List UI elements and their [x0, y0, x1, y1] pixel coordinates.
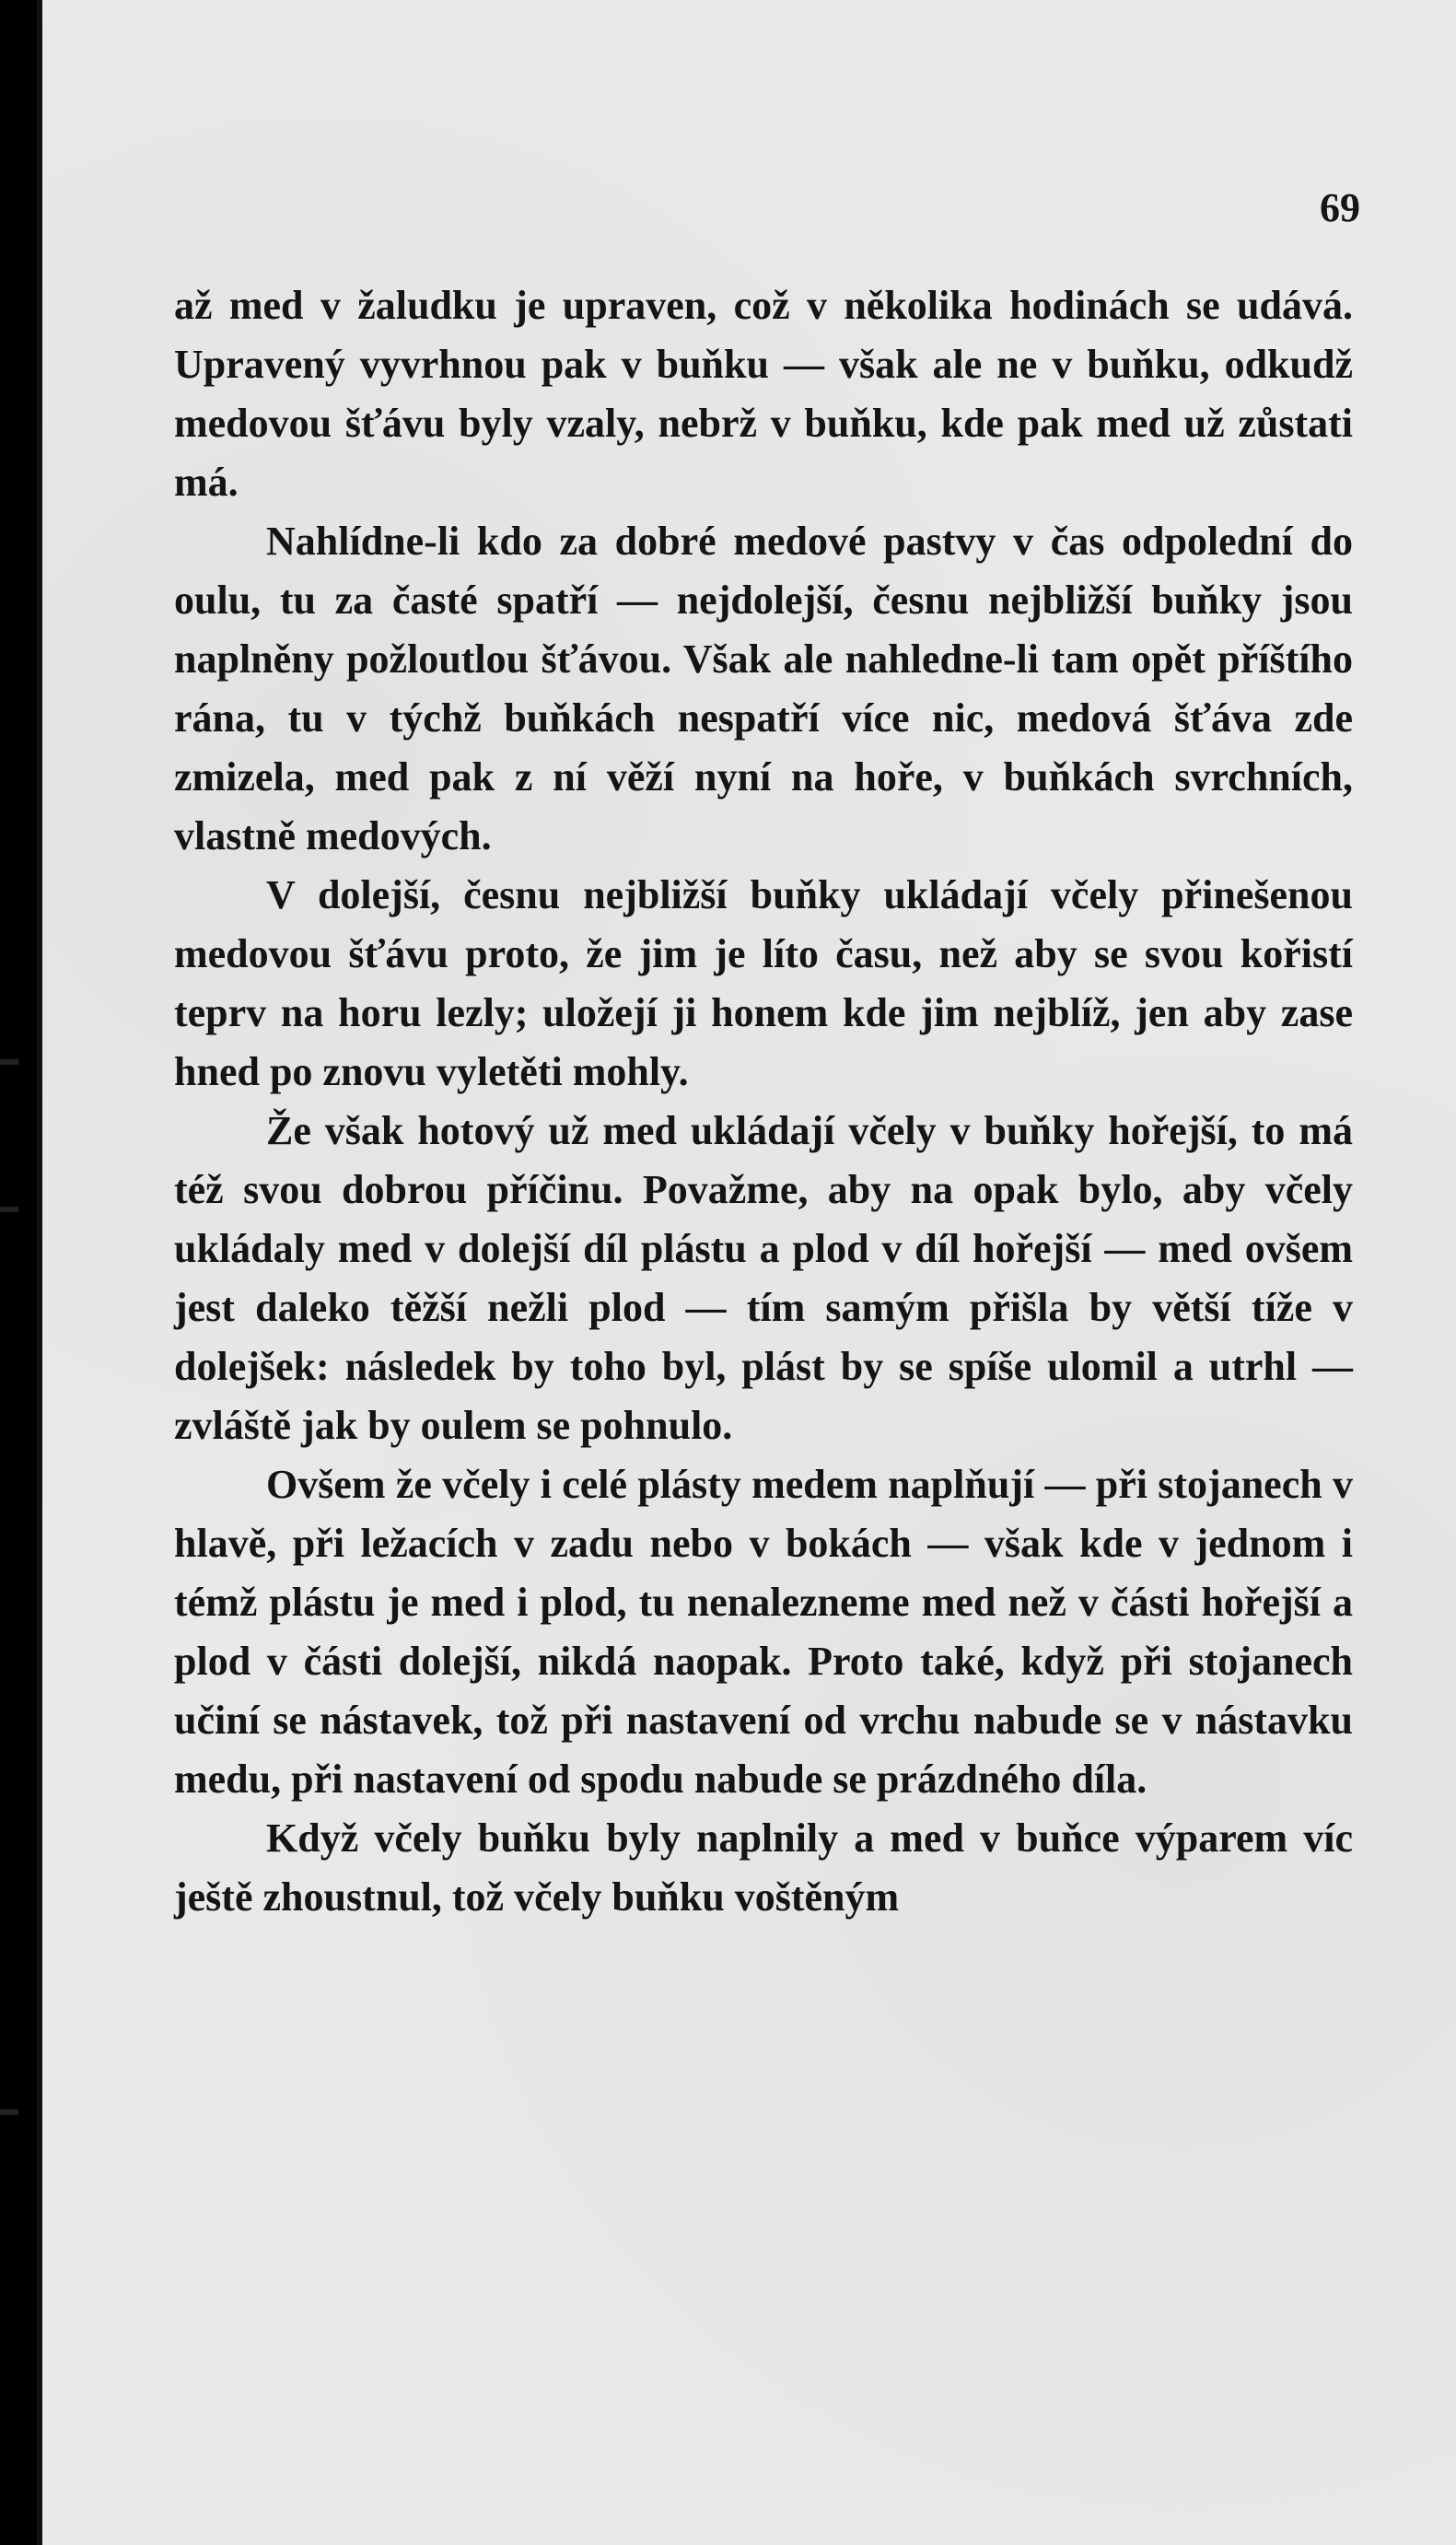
page-body-text	[174, 276, 1353, 1927]
margin-mark	[0, 1207, 18, 1212]
paragraph-4: Že však hotový už med ukládají včely v buňky hořejší, to má též svou dobrou příčinu. Považme, aby na opak bylo, aby včely ukládaly med v dolejší díl plástu a plod v díl hořejší — med ovšem jest daleko těžší nežli plod — tím samým přišla by větší tíže v dolejšek: následek by toho byl, plást by se spíše ulomil a utrhl — zvláště jak by oulem se pohnulo.	[174, 1108, 1353, 1448]
paragraph-2: Nahlídne-li kdo za dobré medové pastvy v čas odpolední do oulu, tu za časté spatří — nejdolejší, česnu nejbližší buňky jsou naplněny požloutlou šťávou. Však ale nahledne-li tam opět příštího rána, tu v týchž buňkách nespatří více nic, medová šťáva zde zmizela, med pak z ní věží nyní na hoře, v buňkách svrchních, vlastně medových.	[174, 519, 1353, 858]
book-page	[37, 0, 1456, 2545]
paragraph-5: Ovšem že včely i celé plásty medem naplňují — při stojanech v hlavě, při ležacích v zadu nebo v bokách — však kde v jednom i témž plástu je med i plod, tu nenalezneme med než v části hořejší a plod v části dolejší, nikdá naopak. Proto také, když při stojanech učiní se nástavek, tož při nastavení od vrchu nabude se v nástavku medu, při nastavení od spodu nabude se prázdného díla.	[174, 1462, 1353, 1802]
paragraph-6: Když včely buňku byly naplnily a med v buňce výparem víc ještě zhoustnul, tož včely buňku voštěným	[174, 1815, 1353, 1920]
margin-mark	[0, 1059, 18, 1065]
paragraph-1: až med v žaludku je upraven, což v několika hodinách se udává. Upravený vyvrhnou pak v buňku — však ale ne v buňku, odkudž medovou šťávu byly vzaly, nebrž v buňku, kde pak med už zůstati má.	[174, 283, 1353, 505]
page-number: 69	[1320, 185, 1360, 230]
margin-mark	[0, 2109, 18, 2115]
paragraph-3: V dolejší, česnu nejbližší buňky ukládají včely přinešenou medovou šťávu proto, že jim je líto času, než aby se svou kořistí teprv na horu lezly; uložejí ji honem kde jim nejblíž, jen aby zase hned po znovu vyletěti mohly.	[174, 872, 1353, 1094]
